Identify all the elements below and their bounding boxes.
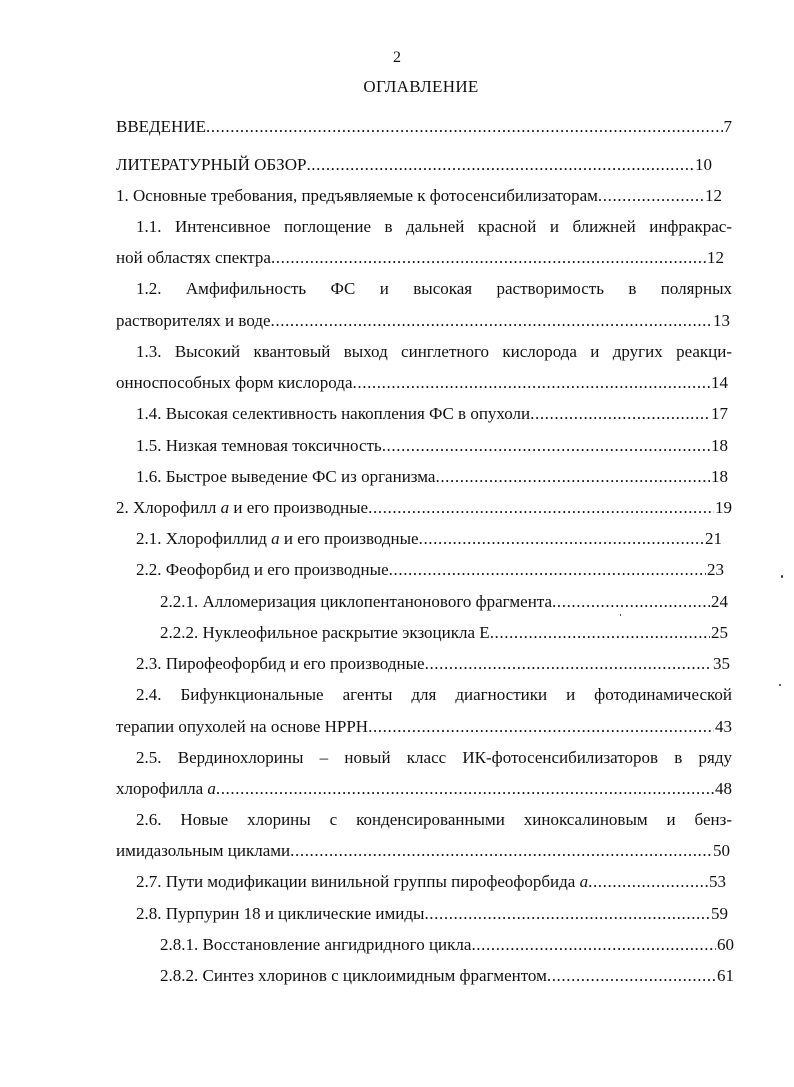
toc-entry-section-1 [116, 184, 722, 208]
toc-leader-dots [419, 527, 704, 551]
toc-entry-section-1-2-line1 [136, 277, 732, 301]
toc-entry-section-1-3-line1 [136, 340, 732, 364]
toc-entry-text: хлорофилла a [116, 779, 216, 798]
toc-page-number: 12 [707, 248, 724, 267]
toc-entry-section-1-1-line1 [136, 215, 732, 239]
toc-leader-dots [368, 496, 714, 520]
toc-page-number: 48 [715, 779, 732, 798]
toc-leader-dots [588, 870, 708, 894]
toc-page-number: 24 [711, 592, 728, 611]
toc-entry-text: 1.6. Быстрое выведение ФС из организма [136, 467, 436, 486]
toc-entry-text: 2.2.2. Нуклеофильное раскрытие экзоцикла Е [160, 623, 490, 642]
toc-page-number: 53 [709, 872, 726, 891]
toc-entry-section-2-5-line2 [116, 777, 732, 801]
toc-page-number: 19 [715, 498, 732, 517]
toc-entry-text: 2. Хлорофилл a и его производные [116, 498, 369, 517]
toc-entry-section-2-7 [136, 870, 726, 894]
toc-entry-text: 2.5. Вердинохлорины – новый класс ИК-фотосенсибилизаторов в ряду [136, 748, 732, 767]
toc-page-number: 50 [713, 841, 730, 860]
document-title: ОГЛАВЛЕНИЕ [363, 77, 479, 96]
toc-leader-dots [471, 933, 716, 957]
toc-leader-dots [424, 902, 710, 926]
toc-entry-text: 1. Основные требования, предъявляемые к фотосенсибилизаторам [116, 186, 598, 205]
toc-entry-text: растворителях и воде [116, 311, 271, 330]
toc-page-number: 18 [711, 467, 728, 486]
toc-entry-text: терапии опухолей на основе НРРН [116, 717, 369, 736]
toc-entry-text: 2.2. Феофорбид и его производные [136, 560, 389, 579]
toc-entry-section-2-5-line1 [136, 746, 732, 770]
toc-page-number: 13 [713, 311, 730, 330]
page-number: 2 [393, 49, 401, 66]
toc-leader-dots [216, 777, 714, 801]
toc-entry-literature-review [116, 153, 712, 177]
toc-leader-dots [552, 590, 710, 614]
toc-entry-text: ВВЕДЕНИЕ [116, 117, 206, 136]
toc-page-number: 7 [723, 117, 732, 136]
toc-page-number: 60 [717, 935, 734, 954]
toc-leader-dots [598, 184, 704, 208]
toc-leader-dots [435, 465, 710, 489]
toc-entry-section-1-4 [136, 402, 728, 426]
toc-entry-section-1-6 [136, 465, 728, 489]
toc-leader-dots [368, 715, 714, 739]
toc-entry-section-2 [116, 496, 732, 520]
toc-page-number: 23 [707, 560, 724, 579]
toc-entry-section-2-3 [136, 652, 730, 676]
toc-entry-section-2-6-line1 [136, 808, 732, 832]
toc-leader-dots [206, 115, 723, 139]
toc-entry-text: 2.6. Новые хлорины с конденсированными хиноксалиновым и бенз- [136, 810, 732, 829]
toc-page-number: 10 [695, 155, 712, 174]
toc-page-number: 21 [705, 529, 722, 548]
toc-page-number: 43 [715, 717, 732, 736]
toc-entry-introduction [116, 115, 732, 139]
scan-speck [779, 684, 781, 686]
toc-entry-text: имидазольным циклами [116, 841, 291, 860]
toc-page-number: 14 [711, 373, 728, 392]
toc-entry-section-2-4-line1 [136, 683, 732, 707]
toc-entry-text: 1.1. Интенсивное поглощение в дальней красной и ближней инфракрас- [136, 217, 732, 236]
toc-entry-text: 1.5. Низкая темновая токсичность [136, 436, 382, 455]
toc-entry-section-2-2 [136, 558, 724, 582]
toc-entry-section-2-6-line2 [116, 839, 730, 863]
toc-entry-section-1-3-line2 [116, 371, 728, 395]
toc-entry-section-2-2-2 [160, 621, 728, 645]
toc-leader-dots [490, 621, 710, 645]
toc-entry-text: 2.8.1. Восстановление ангидридного цикла [160, 935, 472, 954]
toc-leader-dots [271, 309, 712, 333]
toc-page-number: 25 [711, 623, 728, 642]
toc-entry-text: 2.7. Пути модификации винильной группы пирофеофорбида a [136, 872, 589, 891]
toc-page-number: 17 [711, 404, 728, 423]
toc-leader-dots [290, 839, 712, 863]
toc-entry-text: 2.2.1. Алломеризация циклопентанонового фрагмента [160, 592, 553, 611]
toc-leader-dots [353, 371, 710, 395]
toc-page-number: 61 [717, 966, 734, 985]
toc-entry-text: 1.3. Высокий квантовый выход синглетного кислорода и других реакци- [136, 342, 732, 361]
toc-entry-text: онноспособных форм кислорода [116, 373, 353, 392]
toc-entry-section-2-8-2 [160, 964, 734, 988]
toc-leader-dots [382, 434, 710, 458]
toc-entry-section-2-4-line2 [116, 715, 732, 739]
toc-leader-dots [306, 153, 694, 177]
toc-entry-text: ной областях спектра [116, 248, 271, 267]
scan-speck [620, 614, 621, 616]
toc-page-number: 12 [705, 186, 722, 205]
scan-speck [781, 575, 783, 578]
toc-page-number: 18 [711, 436, 728, 455]
toc-entry-section-1-1-line2 [116, 246, 724, 270]
toc-page-number: 59 [711, 904, 728, 923]
toc-entry-text: 2.4. Бифункциональные агенты для диагностики и фотодинамической [136, 685, 732, 704]
toc-entry-text: 1.4. Высокая селективность накопления ФС в опухоли [136, 404, 531, 423]
toc-entry-section-2-8 [136, 902, 728, 926]
toc-leader-dots [530, 402, 710, 426]
toc-entry-section-2-2-1 [160, 590, 728, 614]
toc-leader-dots [389, 558, 706, 582]
toc-entry-text: 1.2. Амфифильность ФС и высокая растворимость в полярных [136, 279, 732, 298]
toc-leader-dots [425, 652, 712, 676]
toc-entry-section-2-1 [136, 527, 722, 551]
toc-entry-text: 2.8. Пурпурин 18 и циклические имиды [136, 904, 425, 923]
toc-entry-text: 2.1. Хлорофиллид a и его производные [136, 529, 419, 548]
toc-page-number: 35 [713, 654, 730, 673]
toc-leader-dots [547, 964, 716, 988]
toc-entry-section-1-2-line2 [116, 309, 730, 333]
toc-entry-text: 2.3. Пирофеофорбид и его производные [136, 654, 425, 673]
toc-leader-dots [271, 246, 706, 270]
toc-entry-section-2-8-1 [160, 933, 734, 957]
toc-entry-section-1-5 [136, 434, 728, 458]
toc-entry-text: 2.8.2. Синтез хлоринов с циклоимидным фрагментом [160, 966, 547, 985]
toc-entry-text: ЛИТЕРАТУРНЫЙ ОБЗОР [116, 155, 307, 174]
